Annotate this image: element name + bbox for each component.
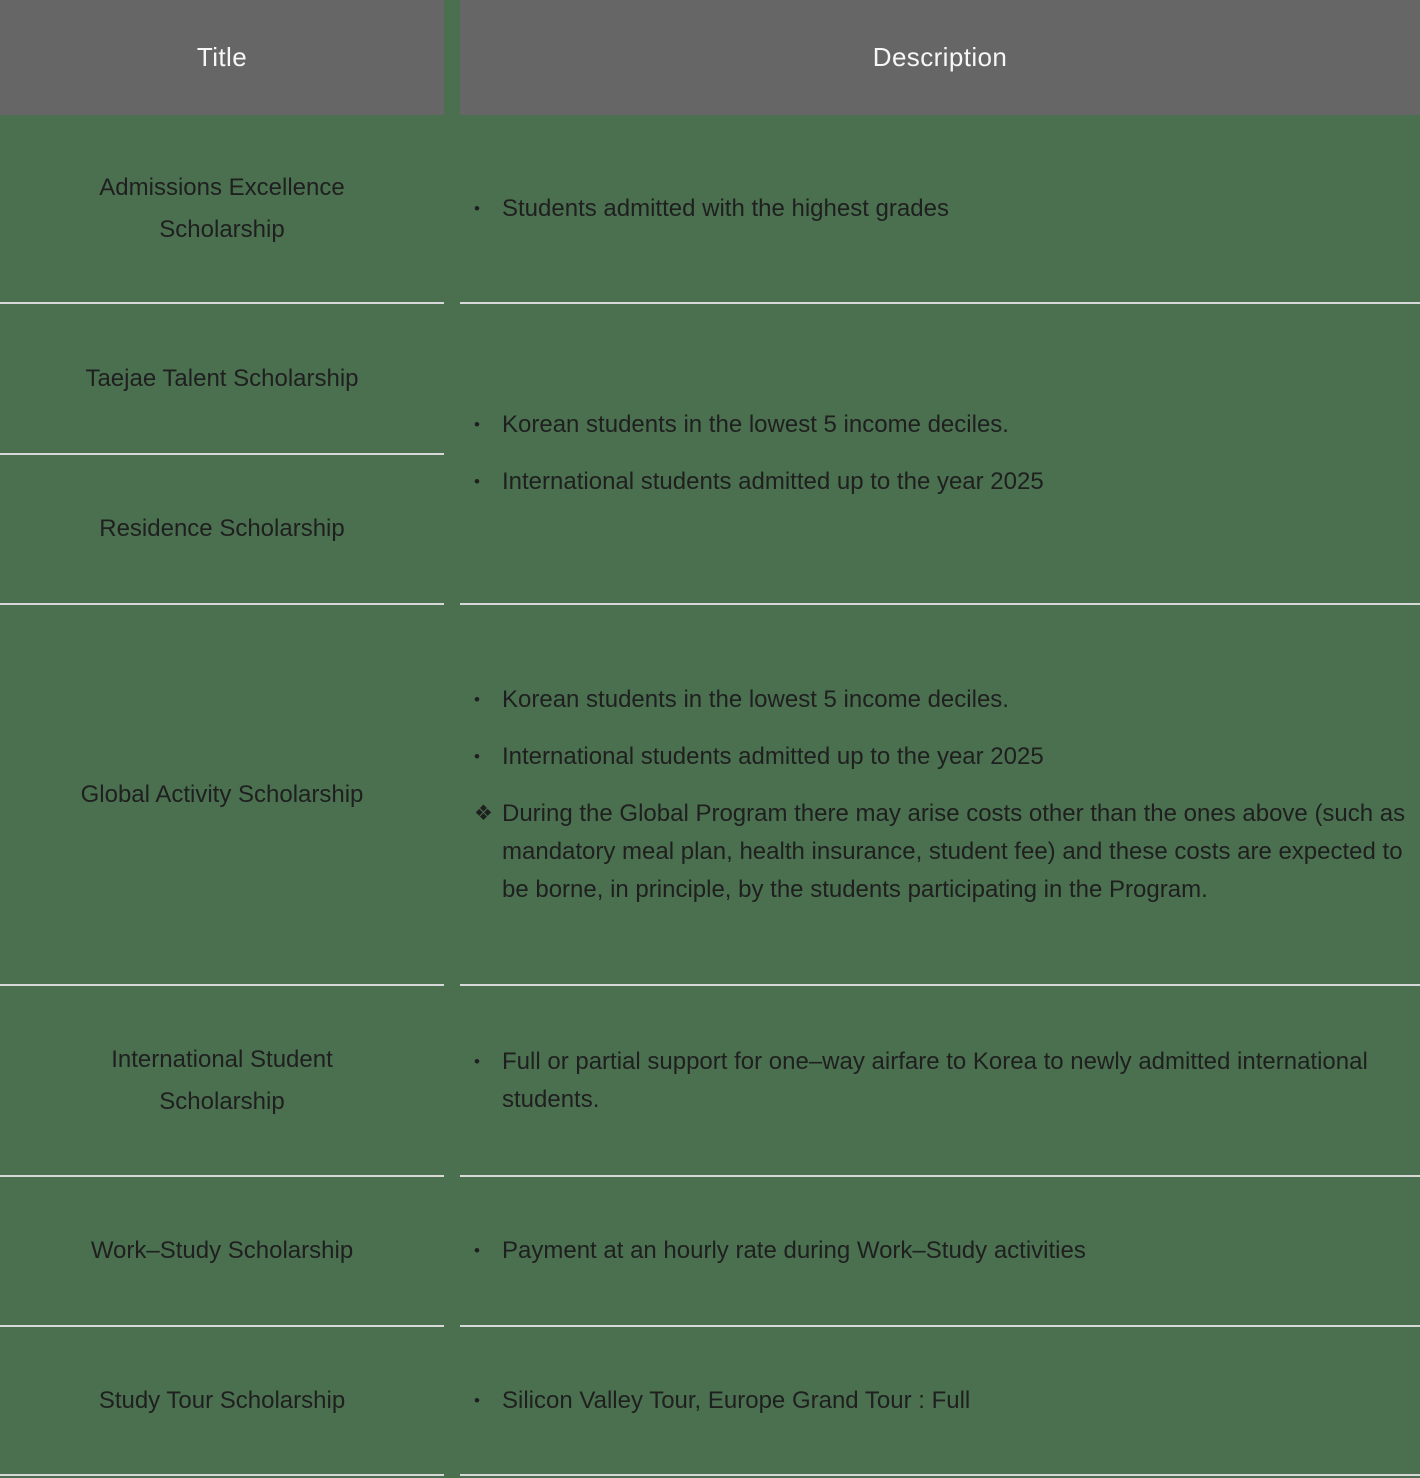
bullet-icon: •: [474, 1241, 480, 1260]
list-item: [474, 1382, 1414, 1420]
row-title: Global Activity Scholarship: [80, 780, 364, 808]
list-item-text: Students admitted with the highest grades: [502, 194, 949, 222]
title-cell-taejae: [0, 304, 444, 455]
title-cell-global: [0, 605, 444, 986]
list-item: [474, 1043, 1414, 1119]
list-item: [474, 681, 1414, 719]
list-item-text: Payment at an hourly rate during Work–Study activities: [502, 1237, 1086, 1264]
desc-cell-taejae-residence-merged: [460, 304, 1420, 605]
list-item-text: International students admitted up to the year 2025: [502, 468, 1044, 495]
description-header-label: Description: [872, 42, 1008, 72]
list-item-text: Full or partial support for one–way airfare to Korea to newly admitted international students.: [502, 1047, 1368, 1113]
list-item-text: Korean students in the lowest 5 income deciles.: [502, 685, 1009, 713]
desc-cell-admissions: [460, 115, 1420, 304]
diamond-marker-icon: ❖: [474, 801, 493, 825]
list-item: [474, 463, 1414, 501]
title-column: [0, 0, 444, 1476]
bullet-icon: •: [474, 472, 480, 491]
bullet-icon: •: [474, 746, 480, 766]
list-item: [474, 738, 1414, 776]
row-title: Residence Scholarship: [99, 515, 345, 542]
title-cell-admissions: [0, 115, 444, 304]
desc-cell-studytour: [460, 1327, 1420, 1476]
list-item: [474, 795, 1414, 909]
title-cell-residence: [0, 455, 444, 605]
list-item: [474, 1232, 1414, 1270]
row-title: Work–Study Scholarship: [90, 1237, 354, 1264]
title-cell-workstudy: [0, 1177, 444, 1327]
row-title: International Student Scholarship: [111, 1045, 333, 1115]
title-cell-studytour: [0, 1327, 444, 1476]
bullet-icon: •: [474, 198, 480, 218]
description-column-header: [460, 0, 1420, 115]
row-title: Taejae Talent Scholarship: [85, 364, 359, 392]
list-item: [474, 190, 1414, 228]
bullet-icon: •: [474, 689, 480, 709]
row-title: Study Tour Scholarship: [98, 1386, 346, 1414]
row-title: Admissions Excellence Scholarship: [99, 173, 345, 243]
list-item-text: During the Global Program there may arise costs other than the ones above (such as mandatory meal plan, health insurance, student fee) and these costs are expected to be borne, in principle, by the students participating in the Program.: [502, 799, 1406, 903]
list-item-text: Korean students in the lowest 5 income deciles.: [502, 411, 1009, 438]
desc-cell-international: [460, 986, 1420, 1177]
title-cell-international: [0, 986, 444, 1177]
bullet-icon: •: [474, 415, 480, 434]
desc-cell-global: [460, 605, 1420, 986]
bullet-icon: •: [474, 1051, 480, 1071]
title-header-label: Title: [196, 42, 248, 72]
list-item-text: International students admitted up to the year 2025: [502, 742, 1044, 770]
description-column: [460, 0, 1420, 1476]
list-item: [474, 406, 1414, 444]
bullet-icon: •: [474, 1390, 480, 1410]
list-item-text: Silicon Valley Tour, Europe Grand Tour : Full: [502, 1386, 971, 1414]
title-column-header: [0, 0, 444, 115]
desc-cell-workstudy: [460, 1177, 1420, 1327]
